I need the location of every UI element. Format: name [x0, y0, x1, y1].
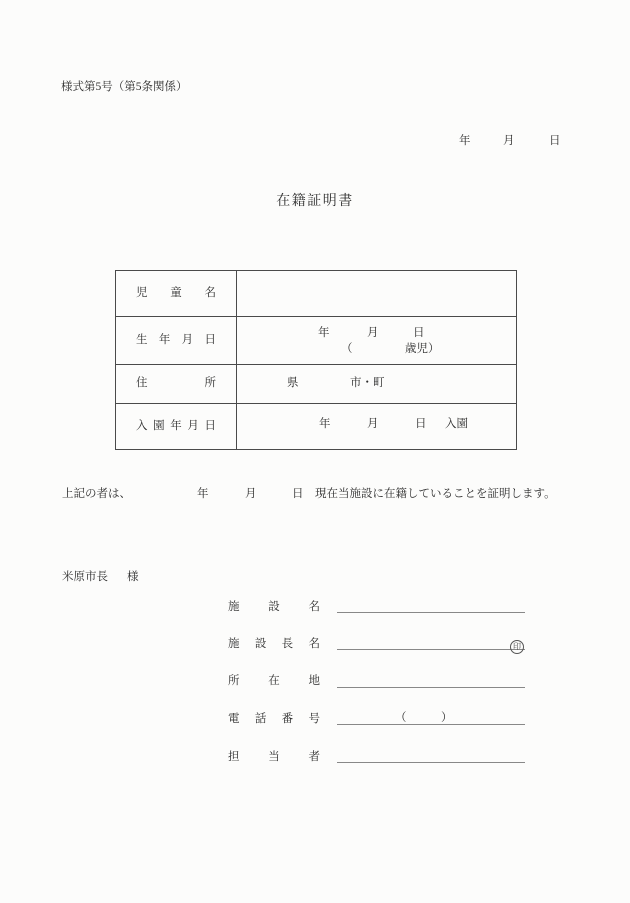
issue-date-day: 日 — [549, 135, 561, 147]
birthdate-day: 日 — [413, 327, 425, 339]
enrollment-date-label: 入園年月日 — [136, 419, 216, 432]
document-title: 在籍証明書 — [276, 194, 354, 209]
form-number: 様式第5号（第5条関係） — [61, 81, 188, 93]
contact-person-blank-line — [337, 762, 525, 763]
phone-label: 電話番号 — [228, 713, 320, 725]
statement-month: 月 — [245, 488, 257, 500]
birthdate-month: 月 — [367, 327, 379, 339]
addressee-honorific: 様 — [127, 571, 139, 583]
table-row-address — [116, 365, 517, 404]
seal-icon: 印 — [510, 640, 524, 654]
facility-head-label: 施設長名 — [228, 638, 320, 650]
table-row-birthdate — [116, 317, 517, 365]
statement-suffix: 現在当施設に在籍していることを証明します。 — [315, 488, 556, 500]
birthdate-label: 生年月日 — [136, 333, 216, 346]
address-label: 住所 — [136, 377, 216, 390]
addressee-name: 米原市長 — [62, 571, 108, 583]
facility-head-blank-line — [337, 649, 525, 650]
issue-date-month: 月 — [503, 135, 515, 147]
address-label-cell — [116, 365, 237, 404]
statement-year: 年 — [197, 488, 209, 500]
facility-name-blank-line — [337, 612, 525, 613]
enrollment-year: 年 — [319, 418, 331, 430]
issue-date-year: 年 — [459, 135, 471, 147]
enrollment-date-cell — [237, 404, 517, 450]
statement-day: 日 — [292, 488, 304, 500]
age-suffix: 歳児） — [405, 343, 440, 355]
age-paren-open: （ — [341, 343, 353, 355]
address-prefecture: 県 — [287, 377, 299, 389]
location-label: 所在地 — [228, 675, 320, 687]
enrollment-suffix: 入園 — [445, 418, 468, 430]
birthdate-label-cell — [116, 317, 237, 365]
child-name-label: 児童名 — [136, 286, 216, 299]
enrollment-table — [115, 270, 517, 450]
address-cell — [237, 365, 517, 404]
table-row-enrollment-date — [116, 404, 517, 450]
statement-prefix: 上記の者は、 — [62, 488, 131, 500]
location-blank-line — [337, 687, 525, 688]
address-city: 市・町 — [350, 377, 385, 389]
enrollment-day: 日 — [415, 418, 427, 430]
child-name-label-cell — [116, 271, 237, 317]
phone-paren: （ ） — [395, 712, 453, 724]
facility-name-label: 施設名 — [228, 601, 320, 613]
birthdate-cell — [237, 317, 517, 365]
child-name-cell — [237, 271, 517, 317]
contact-person-label: 担当者 — [228, 751, 320, 763]
table-row-child-name — [116, 271, 517, 317]
enrollment-month: 月 — [367, 418, 379, 430]
enrollment-date-label-cell — [116, 404, 237, 450]
birthdate-year: 年 — [318, 327, 330, 339]
